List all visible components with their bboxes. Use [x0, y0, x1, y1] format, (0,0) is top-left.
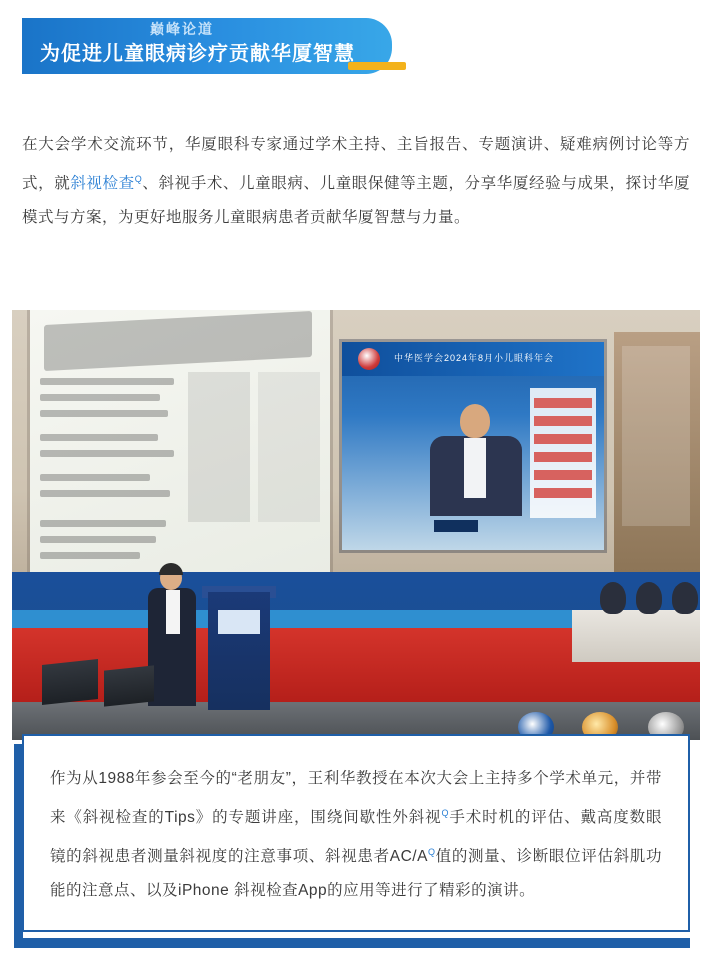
photo-screen-speaker-head — [460, 404, 490, 438]
article-paragraph — [22, 128, 690, 235]
photo-screen-nameplate — [434, 520, 478, 532]
photo-screen-right-column — [258, 372, 320, 522]
banner-kicker: 巅峰论道 — [150, 21, 214, 37]
photo-screen-left-column — [40, 372, 180, 562]
photo-right-wall-panel — [614, 332, 700, 572]
caption-segment-1: 作为从1988年参会至今的“老朋友”，王利华教授在本次大会上主持多个学术单元，并带来《斜视检查的Tips》的专题讲座，围绕间歇性外斜视 — [50, 770, 662, 827]
photo-screen-speaker-shirt — [464, 438, 486, 498]
photo-podium-sign — [218, 610, 260, 634]
photo-screen-title-block — [44, 311, 312, 371]
photo-audience-person — [636, 582, 662, 614]
keyword-superscript: Q — [134, 174, 143, 184]
header-banner — [0, 0, 712, 92]
photo-center-led-screen — [342, 342, 604, 550]
conference-photo — [12, 310, 700, 740]
caption-segment-2: 手术时机的评估、戴高度数眼镜的斜视患者测量斜视度的注意事项、斜视患者AC/A — [50, 809, 662, 866]
caption-bottom-shadow — [14, 938, 690, 948]
photo-left-projection-screen — [30, 310, 330, 582]
photo-panel-table — [572, 610, 700, 662]
caption-segment-3: 值的测量、诊断眼位评估斜肌功能的注意点、以及iPhone 斜视检查App的应用等进行了精彩的演讲。 — [50, 848, 662, 900]
caption-superscript-1: Q — [441, 808, 450, 818]
paragraph-segment-2: 、斜视手术、儿童眼病、儿童眼保健等主题，分享华厦经验与成果，探讨华厦模式与方案，为更好地服务儿童眼病患者贡献华厦智慧与力量。 — [22, 175, 690, 227]
photo-screen-mid-column — [188, 372, 250, 522]
photo-audience-person — [600, 582, 626, 614]
photo-stage-monitor — [42, 659, 98, 705]
page-title: 为促进儿童眼病诊疗贡献华厦智慧 — [40, 43, 355, 65]
photo-screen-slide-thumb — [530, 388, 596, 518]
photo-conference-logo-icon — [358, 348, 380, 370]
photo-screen-banner-text: 中华医学会2024年8月小儿眼科年会 — [394, 353, 555, 363]
caption-box — [22, 734, 690, 932]
caption-text — [50, 762, 662, 908]
banner-yellow-accent — [348, 62, 406, 70]
photo-audience-person — [672, 582, 698, 614]
keyword-link-strabismus-exam[interactable]: 斜视检查 — [70, 175, 135, 193]
photo-stage-monitor — [104, 665, 154, 706]
paragraph-segment-1: 在大会学术交流环节，华厦眼科专家通过学术主持、主旨报告、专题演讲、疑难病例讨论等方式，就 — [22, 136, 690, 193]
caption-superscript-2: Q — [427, 847, 436, 858]
photo-speaker-shirt — [166, 590, 180, 634]
